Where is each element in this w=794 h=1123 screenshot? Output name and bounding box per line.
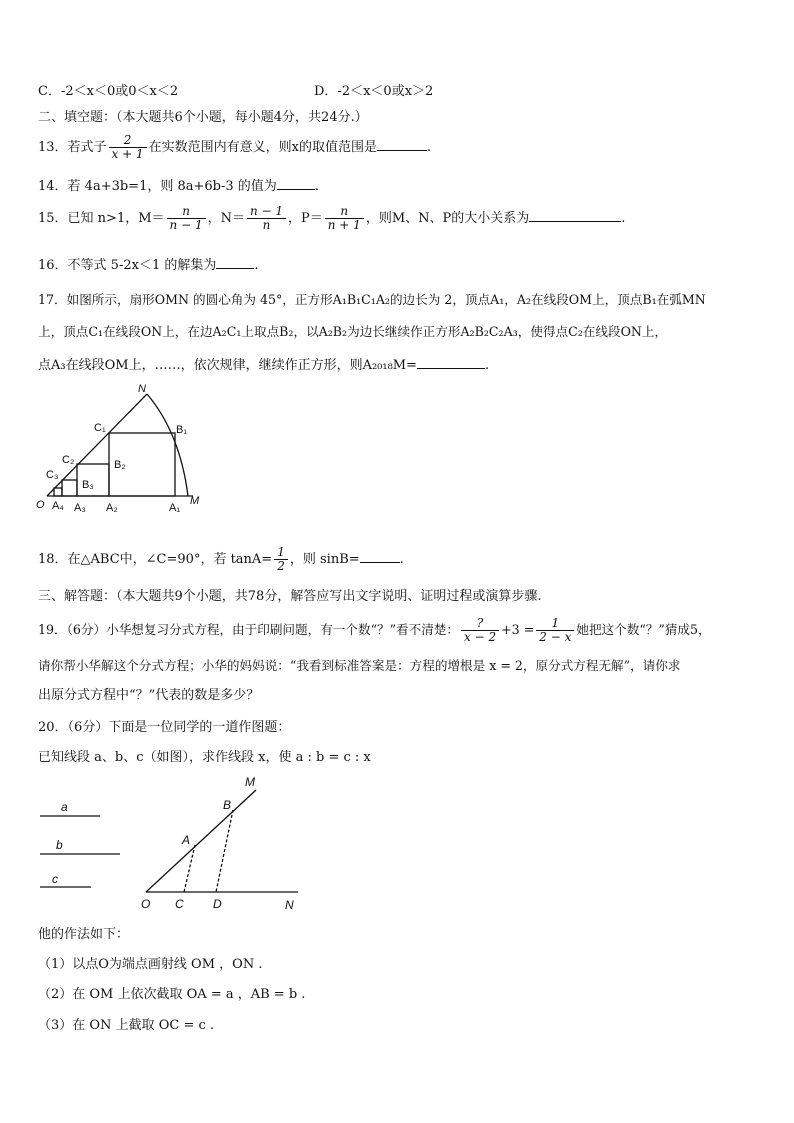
q15-p-label: ，P＝ (288, 211, 323, 226)
question-19 (38, 617, 711, 644)
q13-end: . (426, 140, 432, 155)
q15-m-fraction: $\frac{n}{n - 1}$ (167, 205, 206, 232)
q13-fraction: $\frac{2}{x + 1}$ (109, 134, 147, 161)
label-a3: A₃ (74, 502, 86, 514)
label-a4: A₄ (52, 500, 64, 512)
label-b2: B₂ (114, 459, 126, 471)
q20-step3: （3）在 ON 上截取 OC = c . (38, 1018, 215, 1033)
q20-title: 20．（6分）下面是一位同学的一道作图题： (38, 720, 291, 735)
option-d: D．-2＜x＜0或x＞2 (314, 84, 434, 99)
label-a-point: A (182, 833, 191, 847)
q17-end: . (485, 358, 490, 373)
figure-20-construction (36, 774, 316, 914)
section3-title: 三、解答题：（本大题共9个小题，共78分，解答应写出文字说明、证明过程或演算步骤. (38, 589, 542, 604)
q15-p-fraction: $\frac{n}{n + 1}$ (325, 205, 364, 232)
label-d-point: D (213, 897, 222, 911)
q13-answer-blank[interactable] (377, 136, 427, 151)
label-b-point: B (223, 798, 232, 812)
dashed-bd (216, 810, 233, 892)
q20-method: 他的作法如下： (38, 927, 130, 942)
q14-answer-blank[interactable] (277, 175, 315, 190)
label-m: M (190, 495, 200, 507)
q14-text: 14．若 4a+3b=1，则 8a+6b-3 的值为 (38, 179, 277, 194)
label-a-segment: a (61, 800, 68, 814)
q19-fraction-2: $\frac{1}{2 - x}$ (536, 617, 574, 644)
q17-answer-blank[interactable] (417, 354, 485, 369)
q18-prefix: 18．在△ABC中，∠C=90°，若 tanA= (38, 552, 273, 567)
figure-17-sector-squares (30, 378, 210, 518)
q18-suffix: ，则 sinB= (289, 552, 360, 567)
square-4 (54, 488, 62, 496)
q19-fraction-1: $\frac{?}{x - 2}$ (461, 617, 499, 644)
q18-fraction: $\frac{1}{2}$ (274, 546, 288, 573)
label-a1: A₁ (169, 502, 181, 514)
label-b1: B₁ (176, 424, 188, 436)
label-c-point: C (175, 897, 184, 911)
question-18 (38, 546, 404, 573)
option-c: C．-2＜x＜0或0＜x＜2 (38, 84, 179, 99)
ray-om (146, 790, 256, 892)
q16-end: . (254, 258, 259, 273)
q13-prefix: 13．若式子 (38, 140, 107, 155)
q17-line3 (38, 354, 489, 376)
label-a2: A₂ (106, 502, 118, 514)
q19-line2: 请你帮小华解这个分式方程；小华的妈妈说：“我看到标准答案是：方程的增根是 x = 2，原分式方程无解”，请你求 (38, 658, 681, 673)
q15-prefix: 15．已知 n>1，M＝ (38, 211, 165, 226)
q15-answer-blank[interactable] (529, 207, 621, 222)
label-m: M (245, 775, 255, 789)
arc-mn (147, 394, 188, 496)
q15-n-label: ，N＝ (207, 211, 245, 226)
label-o: O (141, 897, 151, 911)
question-16 (38, 254, 259, 276)
q19-mid: +3 = (501, 622, 535, 637)
label-c1: C₁ (94, 422, 106, 434)
q16-text: 16．不等式 5-2x＜1 的解集为 (38, 258, 217, 273)
q15-suffix: ，则M、N、P的大小关系为 (365, 211, 530, 226)
label-o: O (36, 499, 45, 511)
q19-line3: 出原分式方程中“？”代表的数是多少？ (38, 688, 260, 703)
q17-line3-text: 点A₃在线段OM上，……，依次规律，继续作正方形，则A₂₀₁₈M= (38, 358, 418, 373)
q19-prefix: 19．（6分）小华想复习分式方程，由于印刷问题，有一个数“？”看不清楚： (38, 622, 460, 637)
q19-suffix: 她把这个数“？”猜成5， (576, 622, 711, 637)
q15-n-fraction: $\frac{n - 1}{n}$ (247, 205, 286, 232)
q16-answer-blank[interactable] (216, 254, 254, 269)
q18-answer-blank[interactable] (360, 548, 400, 563)
q14-end: . (314, 179, 319, 194)
square-3 (62, 480, 77, 496)
q17-line2: 上，顶点C₁在线段ON上，在边A₂C₁上取点B₂，以A₂B₂为边长继续作正方形A₂B₂C₂A₃，使得点C₂在线段ON上， (38, 324, 668, 339)
q20-step2: （2）在 OM 上依次截取 OA = a ，AB = b . (38, 987, 306, 1002)
q13-suffix: 在实数范围内有意义，则x的取值范围是 (148, 140, 377, 155)
label-c-segment: c (52, 872, 58, 886)
question-13 (38, 134, 431, 161)
label-n: N (285, 898, 294, 912)
q20-given: 已知线段 a、b、c（如图），求作线段 x，使 a : b = c : x (38, 750, 371, 765)
question-14 (38, 175, 319, 197)
question-15 (38, 205, 625, 232)
label-b3: B₃ (82, 479, 94, 491)
label-n: N (138, 383, 146, 395)
q17-line1: 17．如图所示，扇形OMN 的圆心角为 45°，正方形A₁B₁C₁A₂的边长为 2，顶点A₁，A₂在线段OM上，顶点B₁在弧MN (38, 292, 706, 307)
section2-title: 二、填空题：（本大题共6个小题，每小题4分，共24分.） (38, 110, 368, 125)
q20-step1: （1）以点O为端点画射线 OM ，ON . (38, 957, 263, 972)
label-c2: C₂ (62, 454, 75, 466)
q15-end: . (621, 211, 626, 226)
q18-end: . (399, 552, 404, 567)
label-b-segment: b (56, 838, 63, 852)
label-c3: C₃ (46, 469, 59, 481)
